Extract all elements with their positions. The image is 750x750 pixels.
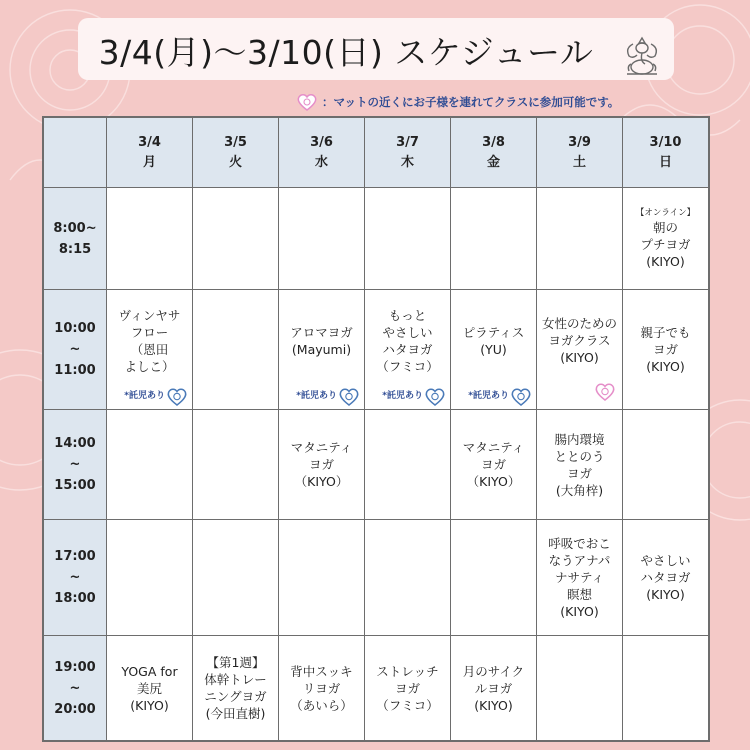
time-text: 11:00 <box>54 363 96 378</box>
empty-cell <box>193 188 279 290</box>
childcare-tag <box>382 387 446 406</box>
class-name-line: 【第1週】 <box>206 655 265 670</box>
class-cell[interactable] <box>107 636 193 740</box>
time-label <box>44 290 107 410</box>
class-name-line: リヨガ <box>302 680 341 696</box>
class-cell[interactable] <box>623 520 708 636</box>
empty-cell <box>107 520 193 636</box>
class-name-line: 体幹トレー <box>204 672 267 687</box>
class-name-line: ヨガ <box>308 457 334 472</box>
class-name-line: 腸内環境 <box>554 431 605 447</box>
ganesha-icon <box>619 34 665 78</box>
class-name-line: ハタヨガ <box>382 341 433 357</box>
day-header <box>365 118 451 188</box>
page-title: 3/4(月)〜3/10(日) スケジュール <box>98 32 594 72</box>
day-weekday: 水 <box>314 154 328 170</box>
class-name-line: 女性のための <box>541 316 617 331</box>
class-cell[interactable] <box>537 410 623 520</box>
child-heart-icon <box>166 387 188 406</box>
class-name-line: （フミコ） <box>376 358 439 374</box>
class-name-line: （フミコ） <box>376 697 439 713</box>
class-cell[interactable] <box>623 290 708 410</box>
childcare-text: *託児あり <box>296 391 337 401</box>
class-name-line: (今田直樹) <box>205 706 266 721</box>
time-label <box>44 188 107 290</box>
class-name-line: ニングヨガ <box>204 689 267 704</box>
class-name-line: ピラティス <box>462 324 525 340</box>
time-text: 19:00 <box>54 659 96 675</box>
empty-cell <box>537 636 623 740</box>
class-name-line: ヨガ <box>480 457 506 472</box>
day-date: 3/9 <box>568 134 591 150</box>
kids-allowed-note <box>296 91 736 113</box>
empty-cell <box>451 520 537 636</box>
class-name-line: ヨガ <box>652 342 678 357</box>
empty-cell <box>365 188 451 290</box>
empty-cell <box>451 188 537 290</box>
class-name-line: ハタヨガ <box>640 570 691 585</box>
day-weekday: 火 <box>228 154 242 170</box>
online-label: 【オンライン】 <box>635 208 696 218</box>
childcare-text: *託児あり <box>382 391 423 401</box>
class-cell[interactable] <box>451 636 537 740</box>
time-text: 20:00 <box>54 701 96 717</box>
time-text: 14:00 <box>54 436 96 451</box>
class-cell[interactable] <box>365 290 451 410</box>
childcare-text: *託児あり <box>468 391 509 401</box>
day-weekday: 月 <box>142 154 156 170</box>
day-header <box>451 118 537 188</box>
class-name-line: (KIYO) <box>560 350 599 365</box>
empty-cell <box>623 410 708 520</box>
child-heart-icon <box>338 387 360 406</box>
day-weekday: 土 <box>572 154 586 170</box>
childcare-tag <box>124 387 188 406</box>
class-name-line: 呼吸でおこ <box>548 536 611 551</box>
class-name-line: アロマヨガ <box>290 324 353 340</box>
childcare-text: *託児あり <box>124 391 165 401</box>
note-text: ：マットの近くにお子様を連れてクラスに参加可能です。 <box>322 95 620 109</box>
day-weekday: 日 <box>658 154 672 170</box>
day-header <box>193 118 279 188</box>
empty-cell <box>193 410 279 520</box>
empty-cell <box>193 520 279 636</box>
empty-cell <box>537 188 623 290</box>
day-date: 3/4 <box>138 134 161 150</box>
day-weekday: 金 <box>486 154 500 170</box>
class-cell[interactable] <box>451 410 537 520</box>
time-label <box>44 410 107 520</box>
class-name-line: 背中スッキ <box>290 663 353 679</box>
class-cell[interactable] <box>537 290 623 410</box>
time-label <box>44 520 107 636</box>
class-name-line: マタニティ <box>290 440 353 455</box>
class-name-line: (Mayumi) <box>291 341 352 357</box>
class-name-line: ヨガクラス <box>548 333 611 348</box>
class-name-line: ヨガ <box>394 680 420 696</box>
empty-cell <box>193 290 279 410</box>
class-name-line: もっと <box>388 307 427 323</box>
time-text: 10:00 <box>54 321 96 336</box>
day-date: 3/6 <box>310 134 333 150</box>
class-name-line: (KIYO) <box>646 587 685 602</box>
class-name-line: プチヨガ <box>640 237 691 252</box>
empty-cell <box>279 188 365 290</box>
day-header <box>623 118 708 188</box>
class-cell[interactable] <box>451 290 537 410</box>
schedule-table <box>42 116 710 742</box>
class-name-line: 朝の <box>652 220 678 235</box>
class-cell[interactable] <box>537 520 623 636</box>
class-name-line: よしこ） <box>124 358 175 374</box>
class-name-line: やさしい <box>640 553 691 568</box>
day-date: 3/5 <box>224 134 247 150</box>
time-text: ~ <box>69 342 81 357</box>
class-name-line: (KIYO) <box>560 604 599 619</box>
time-slot-row <box>44 188 708 290</box>
empty-cell <box>279 520 365 636</box>
child-heart-icon <box>510 387 532 406</box>
day-date: 3/7 <box>396 134 419 150</box>
day-date: 3/10 <box>649 134 682 150</box>
class-name-line: 親子でも <box>640 325 691 340</box>
class-name-line: やさしい <box>382 324 433 340</box>
class-name-line: (YU) <box>480 341 507 357</box>
child-heart-icon <box>424 387 446 406</box>
class-name-line: YOGA for <box>121 663 178 679</box>
class-cell[interactable] <box>279 636 365 740</box>
time-text: 17:00 <box>54 549 96 564</box>
class-name-line: （KIYO） <box>294 474 349 489</box>
class-name-line: (KIYO) <box>130 697 169 713</box>
class-name-line: (KIYO) <box>474 697 513 713</box>
class-name-line: ヨガ <box>566 465 592 481</box>
time-text: 8:00~ <box>53 220 97 236</box>
time-slot-row <box>44 290 708 410</box>
childcare-tag <box>296 387 360 406</box>
class-name-line: ルヨガ <box>474 680 513 696</box>
time-slot-row <box>44 520 708 636</box>
header-row <box>44 118 708 188</box>
class-name-line: (大角梓) <box>555 482 604 498</box>
childcare-tag <box>468 387 532 406</box>
class-name-line: なうアナパ <box>548 553 611 568</box>
class-name-line: ナサティ <box>554 570 604 585</box>
class-name-line: マタニティ <box>462 440 525 455</box>
day-weekday: 木 <box>400 154 414 170</box>
class-name-line: ととのう <box>554 448 605 464</box>
class-name-line: （あいら） <box>290 697 353 713</box>
time-text: ~ <box>69 680 81 696</box>
time-text: ~ <box>69 570 81 585</box>
time-text: 8:15 <box>58 241 92 257</box>
kids-allowed-badge <box>594 382 616 405</box>
empty-cell <box>365 520 451 636</box>
class-name-line: （KIYO） <box>466 474 521 489</box>
class-cell[interactable] <box>623 188 708 290</box>
class-cell[interactable] <box>279 410 365 520</box>
class-cell[interactable] <box>365 636 451 740</box>
time-text: 18:00 <box>54 591 96 606</box>
day-date: 3/8 <box>482 134 505 150</box>
class-name-line: (KIYO) <box>646 359 685 374</box>
class-cell[interactable] <box>193 636 279 740</box>
class-cell[interactable] <box>279 290 365 410</box>
empty-cell <box>623 636 708 740</box>
class-name-line: 美尻 <box>136 680 162 696</box>
class-name-line: 瞑想 <box>566 587 592 602</box>
time-slot-row <box>44 410 708 520</box>
class-name-line: ストレッチ <box>376 663 439 679</box>
day-header <box>279 118 365 188</box>
time-label <box>44 636 107 740</box>
time-text: 15:00 <box>54 478 96 493</box>
day-header <box>537 118 623 188</box>
corner-cell <box>44 118 107 188</box>
empty-cell <box>107 410 193 520</box>
class-name-line: (KIYO) <box>646 254 685 269</box>
empty-cell <box>107 188 193 290</box>
child-heart-icon <box>594 382 616 401</box>
time-text: ~ <box>69 457 81 472</box>
class-name-line: 月のサイク <box>462 663 525 679</box>
child-heart-icon <box>296 93 318 111</box>
time-slot-row <box>44 636 708 740</box>
empty-cell <box>365 410 451 520</box>
class-name-line: フロー <box>130 324 169 340</box>
class-name-line: ヴィンヤサ <box>118 307 181 323</box>
class-cell[interactable] <box>107 290 193 410</box>
class-name-line: （恩田 <box>130 341 169 357</box>
day-header <box>107 118 193 188</box>
